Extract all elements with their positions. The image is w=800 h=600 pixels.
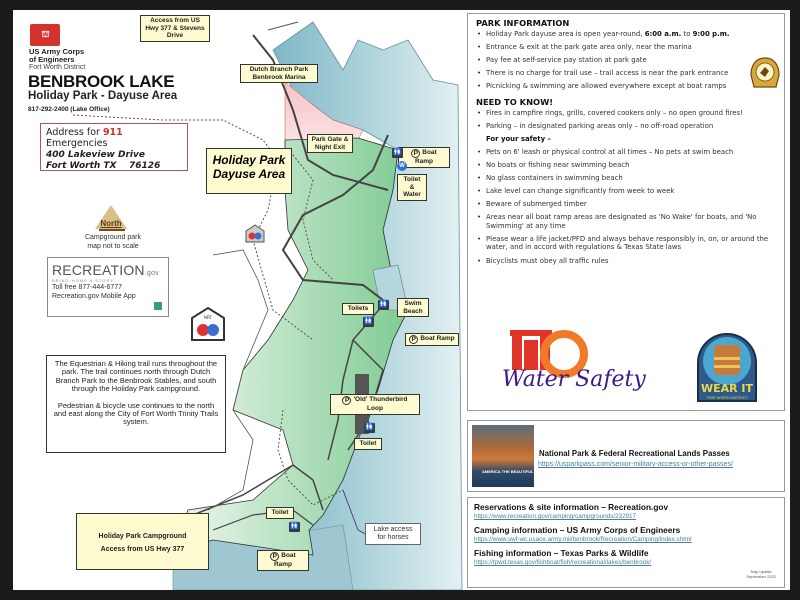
list-item: • Areas near all boat ramp areas are designated as 'No Wake' for boats, and 'No Swimming' at any time bbox=[476, 213, 776, 230]
list-item: • Pay fee at self-service pay station at park gate bbox=[476, 56, 776, 65]
trail-marker-icon bbox=[245, 224, 265, 244]
label-park-gate: Park Gate & Night Exit bbox=[307, 134, 353, 153]
list-item: • Entrance & exit at the park gate area only, near the marina bbox=[476, 43, 776, 52]
parking-icon: P bbox=[342, 396, 351, 405]
park-passes-panel bbox=[467, 420, 785, 492]
safety-list bbox=[476, 148, 776, 265]
fishing-title: Fishing information – Texas Parks & Wildlife bbox=[474, 548, 649, 558]
dayuse-area-label: Holiday Park Dayuse Area bbox=[206, 148, 292, 194]
wear-it-logo bbox=[694, 325, 760, 405]
label-boat-ramp-south: P Boat Ramp bbox=[257, 550, 309, 571]
list-item: • There is no charge for trail use – trail access is near the park entrance bbox=[476, 69, 776, 78]
toilet-icon: 🚻 bbox=[365, 424, 374, 431]
label-swim-beach: Swim Beach bbox=[397, 298, 429, 317]
toilet-icon: 🚻 bbox=[364, 318, 373, 325]
list-item: • Bicyclists must obey all traffic rules bbox=[476, 257, 776, 266]
label-horse-access: Lake access for horses bbox=[365, 523, 421, 545]
label-boat-ramp-mid: P Boat Ramp bbox=[405, 333, 459, 346]
reservations-title: Reservations & site information – Recreation.gov bbox=[474, 502, 669, 512]
label-toilet-water: Toilet & Water bbox=[397, 174, 427, 201]
list-item: • Beware of submerged timber bbox=[476, 200, 776, 209]
label-dutch-branch: Dutch Branch Park Benbrook Marina bbox=[240, 64, 318, 83]
list-item: • Parking – in designated parking areas only – no off-road operation bbox=[476, 122, 776, 131]
emergency-street: 400 Lakeview Drive bbox=[46, 150, 145, 160]
list-item: • Please wear a life jacket/PFD and always behave responsibly in, on, or around the water, and in accord with regulations & Texas State laws bbox=[476, 235, 776, 252]
list-item: • Fires in campfire rings, grills, covered cookers only – no open ground fires! bbox=[476, 109, 776, 118]
scale-note: Campground park map not to scale bbox=[84, 234, 142, 250]
emergency-city: Fort Worth TX 76126 bbox=[46, 161, 161, 171]
info-links-panel bbox=[467, 497, 785, 588]
lake-office-phone: 817-292-2400 (Lake Office) bbox=[28, 106, 110, 113]
list-item: • Pets on 6' leash or physical control at all times – No pets at swim beach bbox=[476, 148, 776, 157]
national-trail-shield-icon bbox=[190, 306, 226, 346]
park-map-page bbox=[13, 10, 790, 590]
label-access-hwy: Access from US Hwy 377 & Stevens Drive bbox=[140, 15, 210, 42]
page-title: BENBROOK LAKE bbox=[28, 72, 175, 91]
svg-text:WEAR IT: WEAR IT bbox=[700, 382, 754, 395]
svg-text:NRT: NRT bbox=[204, 315, 212, 320]
toilet-icon: 🚻 bbox=[393, 149, 402, 156]
parking-icon: P bbox=[409, 335, 418, 344]
america-beautiful-pass-image: AMERICA THE BEAUTIFUL bbox=[472, 425, 534, 487]
camping-title: Camping information – US Army Corps of Engineers bbox=[474, 525, 681, 535]
emergency-address-box: Address for 911 Emergencies 400 Lakeview Drive Fort Worth TX 76126 bbox=[40, 123, 188, 171]
north-label: North bbox=[100, 219, 122, 228]
park-info-panel bbox=[467, 13, 785, 411]
recreation-gov-box[interactable]: RECREATION.gov BRING HOME A STORY Toll free 877-444-6777 Recreation.gov Mobile App bbox=[47, 257, 169, 317]
toilet-icon: 🚻 bbox=[379, 301, 388, 308]
list-item: • Holiday Park dayuse area is open year-round, 6:00 a.m. to 9:00 p.m. bbox=[476, 30, 776, 39]
app-icon bbox=[154, 302, 162, 310]
passes-link[interactable]: https://usparkpass.com/senior-military-access-or-other-passes/ bbox=[538, 461, 733, 468]
safety-heading: For your safety – bbox=[486, 135, 551, 144]
list-item: • No boats or fishing near swimming beach bbox=[476, 161, 776, 170]
trail-emblem-icon bbox=[750, 57, 780, 89]
label-toilets: Toilets bbox=[342, 303, 374, 315]
camping-link[interactable]: https://www.swf-wc.usace.army.mil/benbrook/Recreation/Camping/index.shtml bbox=[474, 536, 692, 543]
district-name: Fort Worth District bbox=[29, 64, 86, 71]
toilet-icon: 🚻 bbox=[290, 523, 299, 530]
trail-info-box: The Equestrian & Hiking trail runs throughout the park. The trail continues north through Dutch Branch Park to the Benbrook Stables, and south through the Holiday Park campground. Pedestrian & bicycle use continues to the north and east along the City of Fort Worth Trinity Trails system. bbox=[46, 355, 226, 453]
parking-icon: P bbox=[270, 552, 279, 561]
mobile-app-label: Recreation.gov Mobile App bbox=[52, 293, 136, 300]
label-boat-ramp-north: P Boat Ramp bbox=[398, 147, 450, 168]
map-update-note: Map update September 2022 bbox=[746, 569, 776, 579]
water-safety-logo bbox=[494, 326, 654, 396]
water-icon: W bbox=[397, 161, 407, 171]
campground-access-label: Holiday Park Campground Access from US Hwy 377 bbox=[76, 513, 209, 570]
svg-text:Water Safety: Water Safety bbox=[502, 367, 646, 392]
usace-castle-logo: ⛫ bbox=[30, 24, 60, 46]
list-item: • Picnicking & swimming are allowed everywhere except at boat ramps bbox=[476, 82, 776, 91]
parking-icon: P bbox=[411, 149, 420, 158]
toll-free-number: Toll free 877-444-6777 bbox=[52, 284, 123, 291]
agency-name: US Army Corps of Engineers bbox=[29, 47, 85, 64]
fishing-link[interactable]: https://tpwd.texas.gov/fishboat/fish/recreational/lakes/benbrook/ bbox=[474, 559, 652, 566]
label-toilet-mid: Toilet bbox=[354, 438, 382, 450]
svg-text:FORT WORTH DISTRICT: FORT WORTH DISTRICT bbox=[706, 396, 748, 400]
page-subtitle: Holiday Park - Dayuse Area bbox=[28, 90, 178, 102]
need-to-know-heading: NEED TO KNOW! bbox=[476, 96, 554, 107]
list-item: • No glass containers in swimming beach bbox=[476, 174, 776, 183]
label-toilet-south: Toilet bbox=[266, 507, 294, 519]
park-info-list bbox=[476, 30, 776, 91]
list-item: • Lake level can change significantly from week to week bbox=[476, 187, 776, 196]
passes-title: National Park & Federal Recreational Lands Passes bbox=[539, 449, 730, 458]
reservations-link[interactable]: https://www.recreation.gov/camping/campgrounds/232917 bbox=[474, 513, 637, 520]
need-to-know-list bbox=[476, 109, 776, 131]
park-info-heading: PARK INFORMATION bbox=[476, 18, 570, 28]
label-thunderbird-loop: P 'Old' Thunderbird Loop bbox=[330, 394, 420, 415]
